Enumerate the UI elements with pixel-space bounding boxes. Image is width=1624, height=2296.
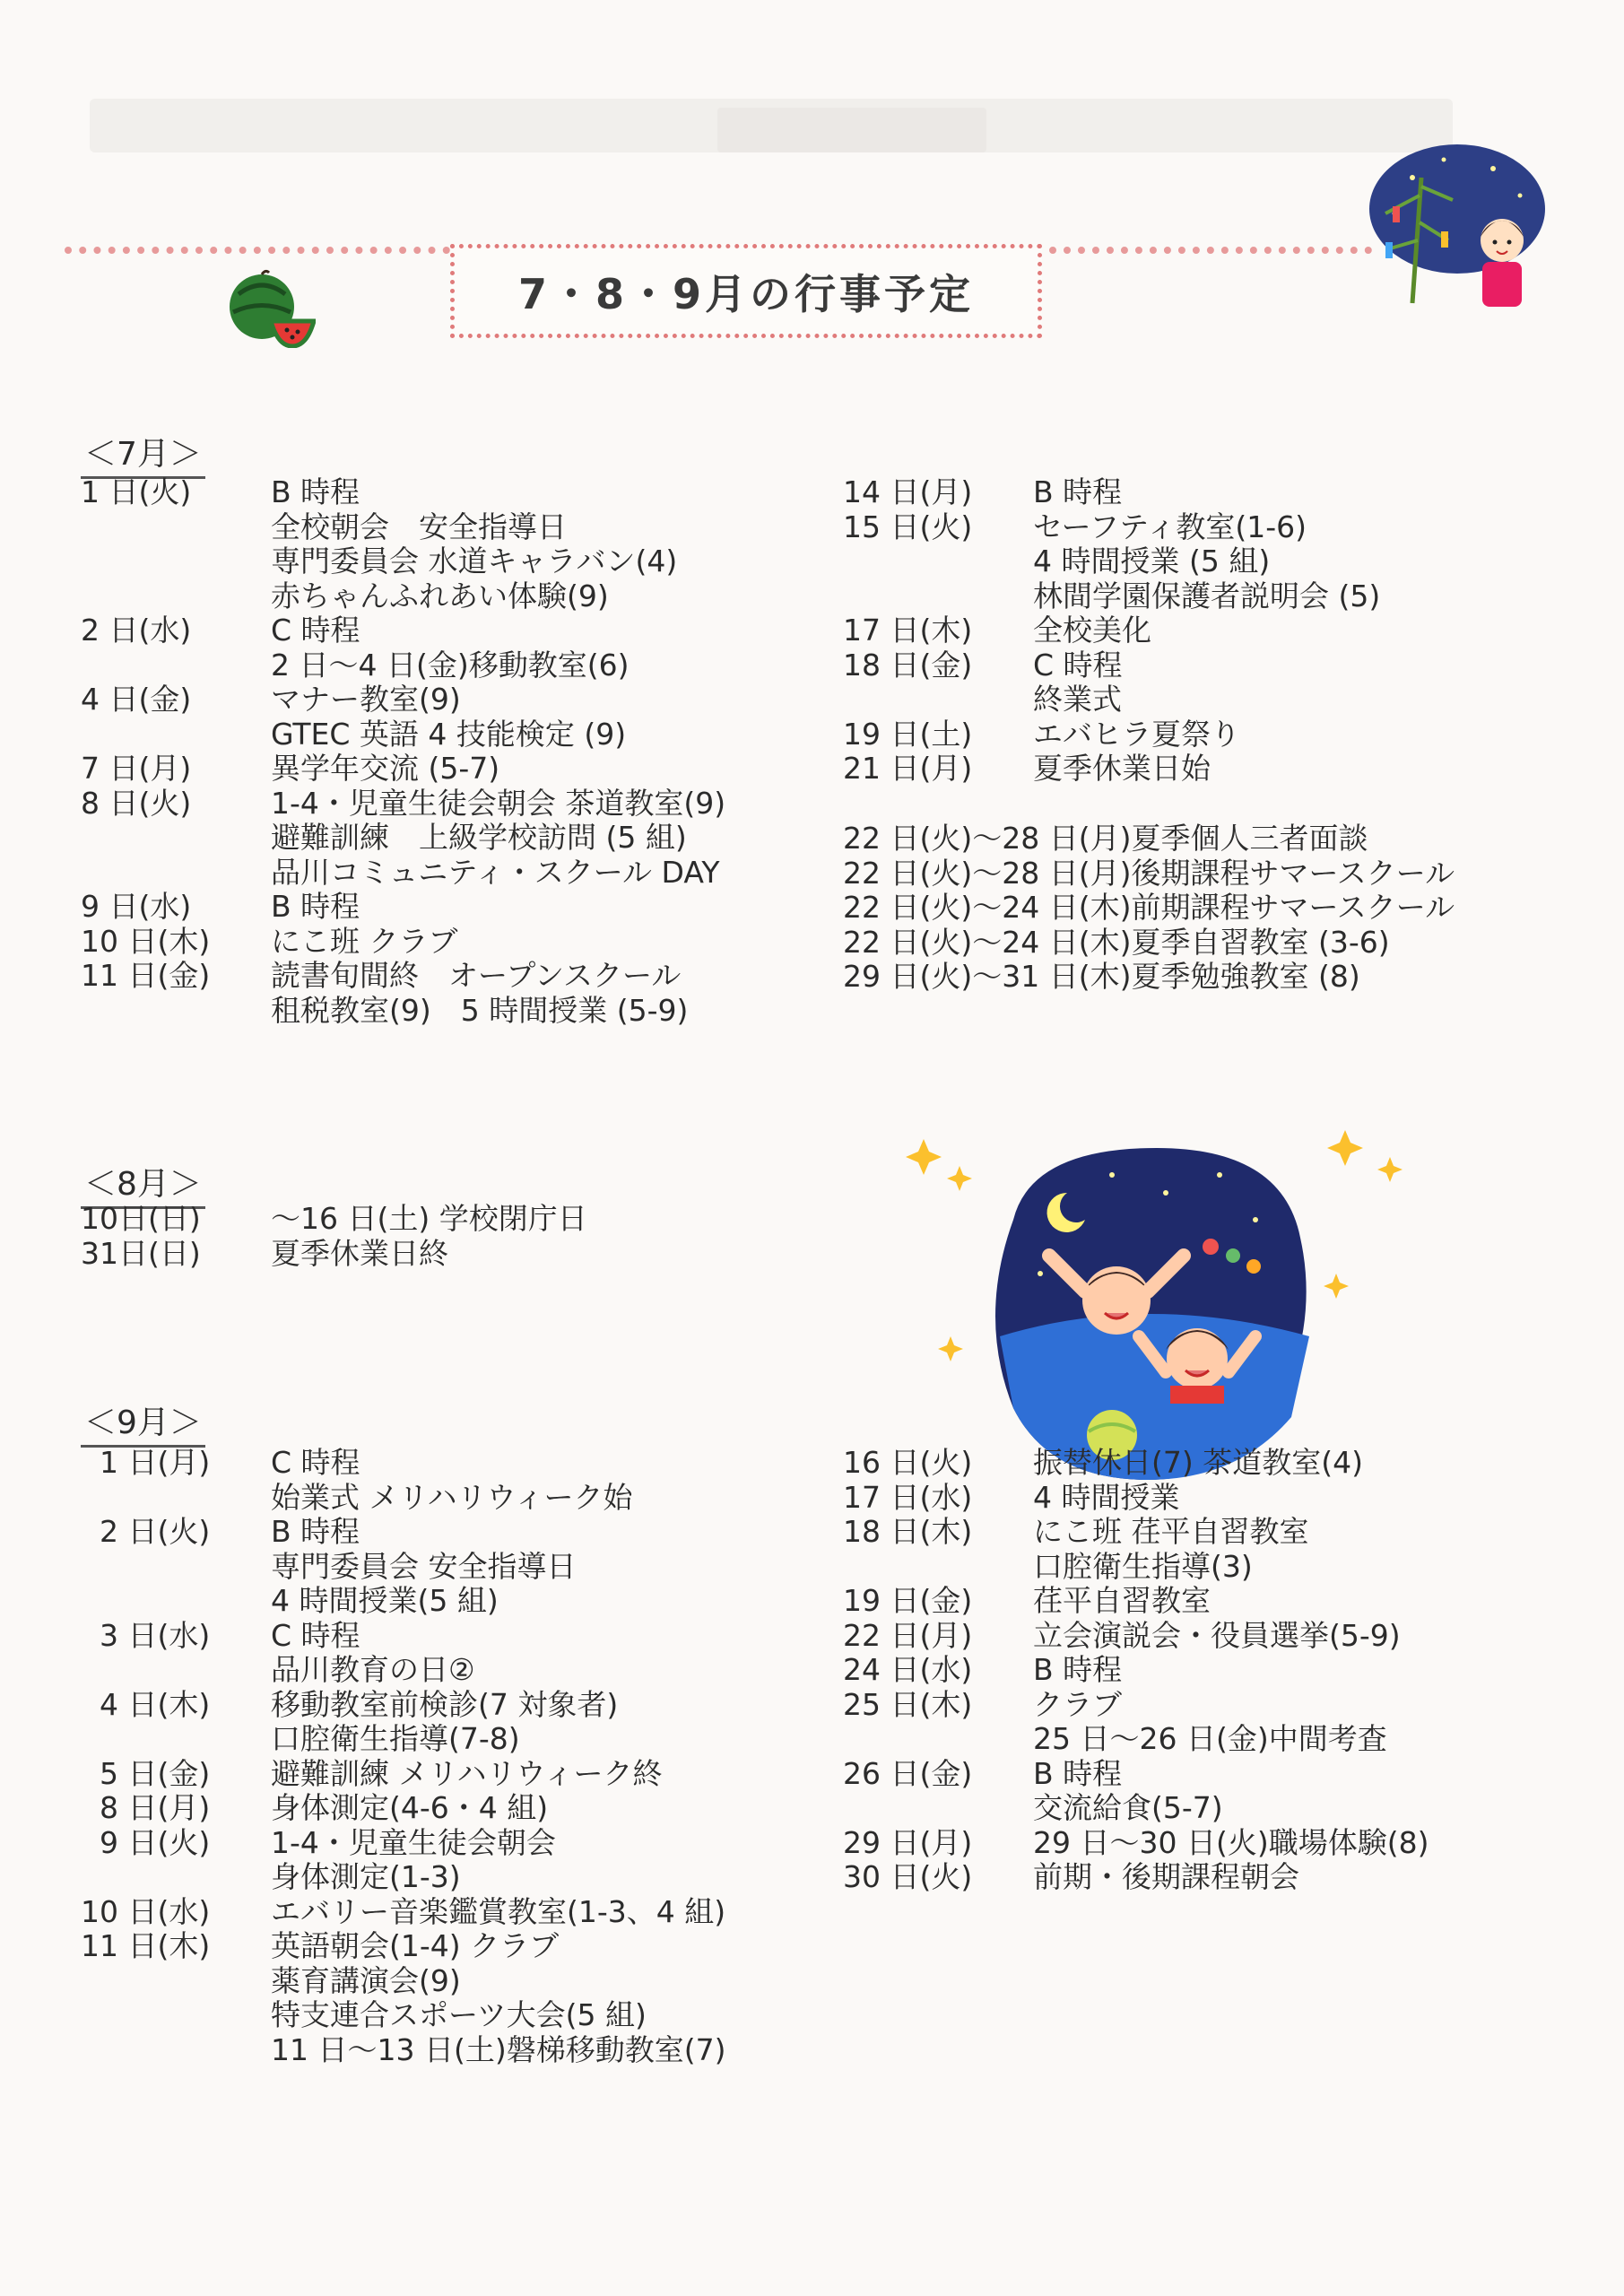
event-text: セーフティ教室(1-6) [1033,509,1307,544]
schedule-entry [81,1446,852,1515]
schedule-entry [81,475,852,613]
entry-events [271,1826,852,1895]
schedule-entry [843,510,1614,614]
event-text: 始業式 メリハリウィーク始 [271,1479,633,1515]
entry-date: 4 日(金) [81,682,192,717]
entry-events [1033,718,1614,752]
entry-date: 18 日(木) [843,1514,973,1549]
schedule-entry [81,1791,852,1826]
schedule-entry [81,1619,852,1688]
schedule-entry [843,1653,1614,1688]
event-text: B 時程 [1033,1652,1123,1687]
event-text: 振替休日(7) 茶道教室(4) [1033,1445,1363,1480]
event-text: 品川コミュニティ・スクール DAY [271,854,720,890]
entry-events [1033,1826,1614,1861]
entry-date: 2 日(水) [81,613,192,648]
event-text: 品川教育の日② [271,1652,475,1687]
range-event: 22 日(火)～24 日(木)夏季自習教室 (3-6) [843,924,1390,960]
schedule-entry [843,648,1614,718]
schedule-entry [81,1826,852,1895]
schedule-entry [843,1860,1614,1895]
entry-date: 21 日(月) [843,751,973,786]
september-schedule-left [81,1446,852,2067]
entry-events [1033,648,1614,718]
event-text: 避難訓練 上級学校訪問 (5 組) [271,820,687,855]
schedule-entry [81,959,852,1028]
entry-date: 1 日(火) [81,474,192,509]
entry-events [271,787,852,891]
event-text: 英語朝会(1-4) クラブ [271,1928,560,1963]
entry-date: 18 日(金) [843,647,973,683]
schedule-entry [843,1826,1614,1861]
event-text: 4 時間授業 (5 組) [1033,544,1271,578]
watermelon-icon [226,267,316,348]
event-text: 立会演説会・役員選挙(5-9) [1033,1617,1401,1653]
entry-date: 7 日(月) [81,751,192,786]
schedule-entry [81,613,852,683]
event-text: マナー教室(9) [271,682,461,717]
entry-date: 15 日(火) [843,509,973,544]
month-header-september: ＜9月＞ [81,1397,205,1448]
schedule-entry [81,890,852,925]
event-text: B 時程 [1033,474,1123,509]
event-text: C 時程 [271,613,360,648]
event-text: 荏平自習教室 [1033,1583,1211,1618]
event-text: 終業式 [1033,682,1122,717]
schedule-entry [843,1515,1614,1584]
entry-events [271,475,852,613]
entry-events [271,890,852,925]
entry-date: 9 日(火) [81,1824,211,1860]
schedule-entry [843,1757,1614,1826]
schedule-entry [81,787,852,891]
schedule-entry [81,1688,852,1757]
entry-date: 31日(日) [81,1235,201,1271]
entry-date: 30 日(火) [843,1859,973,1894]
entry-events [271,1515,852,1619]
schedule-entry [843,1619,1614,1654]
event-text: ～16 日(土) 学校閉庁日 [271,1201,587,1236]
entry-date: 17 日(水) [843,1479,973,1515]
event-text: 口腔衛生指導(7-8) [271,1721,520,1756]
entry-events [1033,1619,1614,1654]
page-title: 7・8・9月の行事予定 [450,244,1042,338]
entry-date: 8 日(月) [81,1790,211,1825]
event-text: C 時程 [1033,647,1123,683]
range-event: 22 日(火)～24 日(木)前期課程サマースクール [843,890,1455,925]
entry-events [271,1202,852,1237]
august-schedule [81,1202,852,1271]
event-text: 専門委員会 安全指導日 [271,1548,577,1584]
entry-date: 9 日(水) [81,889,192,924]
schedule-entry [843,718,1614,752]
event-text: 交流給食(5-7) [1033,1790,1223,1825]
entry-events [271,752,852,787]
entry-date: 11 日(金) [81,958,211,993]
event-text: 4 時間授業(5 組) [271,1583,499,1618]
event-text: エバリー音楽鑑賞教室(1-3、4 組) [271,1893,726,1929]
event-text: 読書旬間終 オープンスクール [271,958,682,993]
month-header-august: ＜8月＞ [81,1159,205,1209]
entry-date: 3 日(水) [81,1617,211,1653]
tanabata-girl-illustration [1359,142,1547,312]
event-text: 口腔衛生指導(3) [1033,1548,1253,1584]
schedule-entry [81,1929,852,2067]
entry-events [1033,752,1614,787]
event-text: 異学年交流 (5-7) [271,751,500,786]
event-text: 身体測定(1-3) [271,1859,461,1894]
event-text: 夏季休業日始 [1033,751,1211,786]
entry-date: 2 日(火) [81,1514,211,1549]
entry-date: 26 日(金) [843,1755,973,1791]
night-pool-kids-illustration [897,1112,1417,1489]
entry-date: 19 日(金) [843,1583,973,1618]
entry-events [271,1791,852,1826]
entry-date: 10 日(木) [81,923,211,959]
event-text: GTEC 英語 4 技能検定 (9) [271,716,627,752]
event-text: 1-4・児童生徒会朝会 茶道教室(9) [271,785,726,821]
event-text: B 時程 [271,889,360,924]
entry-events [1033,1481,1614,1516]
event-text: 租税教室(9) 5 時間授業 (5-9) [271,992,689,1028]
event-text: 特支連合スポーツ大会(5 組) [271,1997,647,2032]
faded-previous-page-box [717,108,986,152]
event-text: 全校朝会 安全指導日 [271,509,567,544]
entry-date: 5 日(金) [81,1755,211,1791]
july-schedule-right [843,475,1614,787]
event-text: 身体測定(4-6・4 組) [271,1790,549,1825]
entry-events [1033,1515,1614,1584]
entry-date: 1 日(月) [81,1445,211,1480]
range-event: 22 日(火)～28 日(月)後期課程サマースクール [843,855,1455,891]
entry-events [271,1446,852,1515]
month-header-july: ＜7月＞ [81,429,205,479]
event-text: クラブ [1033,1686,1122,1722]
entry-events [271,925,852,960]
entry-events [1033,1688,1614,1757]
event-text: 2 日～4 日(金)移動教室(6) [271,647,630,683]
entry-events [271,1929,852,2067]
entry-events [271,959,852,1028]
range-event: 22 日(火)～28 日(月)夏季個人三者面談 [843,821,1368,856]
entry-events [271,1895,852,1930]
entry-date: 4 日(木) [81,1686,211,1722]
event-text: にこ班 荏平自習教室 [1033,1514,1309,1549]
entry-date: 19 日(土) [843,716,973,752]
event-text: B 時程 [271,1514,360,1549]
range-event: 29 日(火)～31 日(木)夏季勉強教室 (8) [843,959,1360,994]
entry-events [1033,1860,1614,1895]
entry-events [1033,613,1614,648]
entry-date: 25 日(木) [843,1686,973,1722]
entry-events [271,1688,852,1757]
entry-events [271,1237,852,1272]
schedule-entry [81,752,852,787]
dotted-divider-left [65,247,450,254]
schedule-entry [843,1481,1614,1516]
event-text: B 時程 [1033,1755,1123,1791]
entry-date: 8 日(火) [81,785,192,821]
entry-events [1033,1446,1614,1481]
event-text: 25 日～26 日(金)中間考査 [1033,1721,1387,1756]
july-range-events [843,822,1614,995]
schedule-entry [81,1515,852,1619]
schedule-entry [81,1237,852,1272]
schedule-entry [843,1446,1614,1481]
event-text: 専門委員会 水道キャラバン(4) [271,544,678,578]
entry-events [1033,1757,1614,1826]
schedule-entry [843,1688,1614,1757]
event-text: 4 時間授業 [1033,1479,1180,1515]
entry-events [271,1757,852,1792]
event-text: 薬育講演会(9) [271,1962,461,1998]
event-text: 夏季休業日終 [271,1235,448,1271]
event-text: エバヒラ夏祭り [1033,716,1240,752]
entry-date: 16 日(火) [843,1445,973,1480]
schedule-entry [81,1757,852,1792]
entry-events [271,1619,852,1688]
entry-events [271,613,852,683]
entry-date: 29 日(月) [843,1824,973,1860]
september-schedule-right [843,1446,1614,1895]
schedule-entry [81,1895,852,1930]
schedule-entry [81,925,852,960]
event-text: 全校美化 [1033,613,1151,648]
entry-events [1033,475,1614,510]
entry-date: 17 日(木) [843,613,973,648]
schedule-entry [81,683,852,752]
dotted-divider-right [1049,247,1372,254]
schedule-entry [843,1584,1614,1619]
event-text: C 時程 [271,1617,360,1653]
entry-events [1033,510,1614,614]
entry-date: 10日(日) [81,1201,201,1236]
schedule-entry [843,475,1614,510]
entry-events [1033,1653,1614,1688]
entry-date: 14 日(月) [843,474,973,509]
schedule-entry [843,752,1614,787]
entry-date: 22 日(月) [843,1617,973,1653]
event-text: 前期・後期課程朝会 [1033,1859,1299,1894]
event-text: 林間学園保護者説明会 (5) [1033,578,1381,613]
schedule-entry [843,613,1614,648]
entry-date: 11 日(木) [81,1928,211,1963]
event-text: 避難訓練 メリハリウィーク終 [271,1755,663,1791]
entry-events [271,683,852,752]
entry-date: 24 日(水) [843,1652,973,1687]
event-text: 移動教室前検診(7 対象者) [271,1686,619,1722]
event-text: C 時程 [271,1445,360,1480]
entry-events [1033,1584,1614,1619]
july-schedule-left [81,475,852,1028]
event-text: 11 日～13 日(土)磐梯移動教室(7) [271,2031,726,2067]
schedule-entry [81,1202,852,1237]
event-text: 赤ちゃんふれあい体験(9) [271,578,609,613]
event-text: 29 日～30 日(火)職場体験(8) [1033,1824,1429,1860]
event-text: 1-4・児童生徒会朝会 [271,1824,556,1860]
event-text: B 時程 [271,474,360,509]
entry-date: 10 日(水) [81,1893,211,1929]
event-text: にこ班 クラブ [271,923,458,959]
